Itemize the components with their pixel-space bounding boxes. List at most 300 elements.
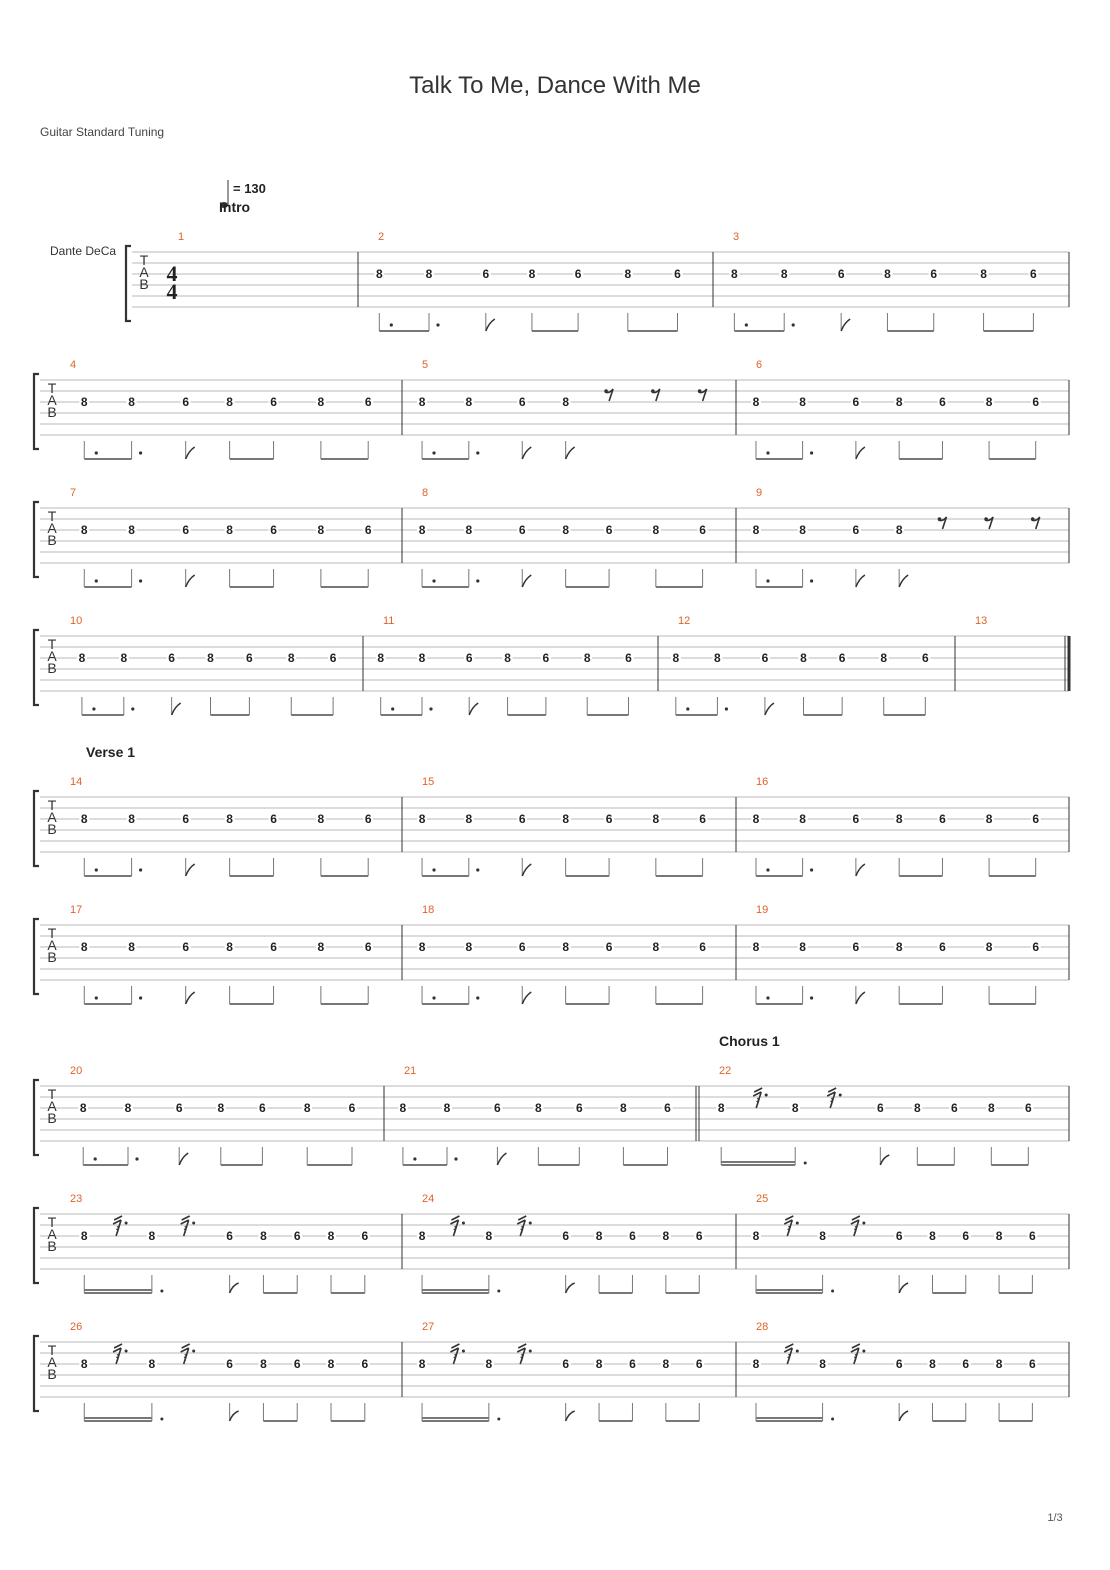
measure-number: 12	[678, 615, 691, 627]
measure-number: 10	[70, 615, 83, 627]
fret-number: 6	[664, 1101, 671, 1115]
tab-clef-letter: A	[139, 264, 149, 280]
tab-clef-letter: A	[47, 1354, 57, 1370]
note-flag	[522, 992, 531, 1004]
dot	[139, 451, 142, 454]
system-bracket	[34, 1080, 39, 1155]
fret-number: 6	[293, 1229, 301, 1243]
note-flag	[186, 575, 195, 587]
dot	[810, 996, 813, 999]
tab-clef-letter: B	[139, 276, 149, 292]
fret-number: 6	[962, 1229, 970, 1243]
fret-number: 6	[852, 395, 860, 409]
dot	[94, 1157, 97, 1160]
time-signature-bottom: 4	[166, 279, 178, 304]
fret-number: 8	[80, 1229, 88, 1243]
measure-number: 3	[733, 231, 740, 243]
dot	[160, 1418, 163, 1421]
fret-number: 6	[518, 395, 526, 409]
note-flag	[880, 1155, 889, 1165]
fret-number: 8	[317, 812, 325, 826]
fret-number: 8	[317, 940, 325, 954]
measure-number: 28	[756, 1321, 769, 1333]
fret-number: 8	[562, 812, 570, 826]
system-bracket	[34, 1336, 39, 1411]
fret-number: 8	[652, 812, 660, 826]
fret-number: 6	[699, 812, 706, 826]
fret-number: 8	[819, 1357, 826, 1371]
fret-number: 6	[575, 1101, 583, 1115]
dot	[686, 707, 689, 710]
fret-number: 6	[1029, 1357, 1036, 1371]
system-bracket	[34, 630, 39, 705]
dot	[436, 323, 439, 326]
rest-dot	[862, 1350, 865, 1353]
fret-number: 8	[465, 812, 473, 826]
fret-number: 6	[574, 267, 582, 281]
rest-dot	[125, 1350, 128, 1353]
fret-number: 6	[852, 940, 860, 954]
fret-number: 8	[752, 395, 760, 409]
fret-number: 6	[518, 523, 526, 537]
fret-number: 6	[168, 651, 175, 665]
note-flag	[566, 447, 575, 459]
dot	[766, 451, 769, 454]
fret-number: 8	[418, 812, 426, 826]
tab-clef-letter: B	[47, 1110, 57, 1126]
sixteenth-rest: 𝄿	[853, 1221, 859, 1237]
fret-number: 6	[465, 651, 473, 665]
note-flag	[497, 1153, 506, 1165]
fret-number: 8	[128, 395, 135, 409]
fret-number: 8	[80, 812, 88, 826]
fret-number: 8	[624, 267, 632, 281]
system-bracket	[34, 919, 39, 994]
measure-number: 17	[70, 904, 83, 916]
measure-number: 22	[719, 1065, 732, 1077]
sixteenth-rest: 𝄿	[115, 1349, 121, 1365]
fret-number: 6	[175, 1101, 183, 1115]
fret-number: 8	[791, 1101, 799, 1115]
fret-number: 6	[699, 523, 706, 537]
fret-number: 8	[717, 1101, 725, 1115]
fret-number: 8	[226, 395, 233, 409]
dot	[476, 868, 479, 871]
fret-number: 8	[995, 1229, 1003, 1243]
fret-number: 8	[880, 651, 888, 665]
tab-clef-letter: A	[47, 520, 57, 536]
fret-number: 6	[270, 812, 277, 826]
note-flag	[230, 1411, 239, 1421]
fret-number: 8	[662, 1357, 670, 1371]
rest-dot	[462, 1222, 465, 1225]
fret-number: 8	[226, 523, 233, 537]
rest-dot	[796, 1222, 799, 1225]
fret-number: 8	[731, 267, 738, 281]
fret-number: 8	[303, 1101, 311, 1115]
note-flag	[899, 1411, 908, 1421]
fret-number: 8	[799, 812, 806, 826]
tab-clef-letter: B	[47, 1366, 57, 1382]
measure-number: 15	[422, 776, 435, 788]
system-bracket	[34, 1208, 39, 1283]
fret-number: 8	[375, 267, 383, 281]
measure-number: 13	[975, 615, 988, 627]
system-bracket	[34, 502, 39, 577]
measure-number: 20	[70, 1065, 83, 1077]
fret-number: 8	[929, 1229, 936, 1243]
fret-number: 6	[361, 1229, 369, 1243]
fret-number: 8	[465, 940, 473, 954]
sixteenth-rest: 𝄿	[115, 1221, 121, 1237]
fret-number: 8	[562, 523, 570, 537]
fret-number: 8	[652, 940, 660, 954]
fret-number: 6	[246, 651, 253, 665]
dot	[135, 1157, 138, 1160]
note-flag	[486, 319, 495, 331]
fret-number: 8	[317, 523, 325, 537]
dot	[725, 707, 728, 710]
note-flag	[230, 1283, 239, 1293]
dot	[391, 707, 394, 710]
tuning-label: Guitar Standard Tuning	[40, 125, 165, 139]
tab-clef-letter: B	[47, 1238, 57, 1254]
fret-number: 8	[752, 523, 760, 537]
dot	[432, 996, 435, 999]
measure-number: 5	[422, 359, 429, 371]
rest-dot	[839, 1094, 842, 1097]
fret-number: 6	[364, 940, 372, 954]
tab-clef-letter: T	[47, 1342, 57, 1358]
fret-number: 6	[270, 523, 277, 537]
tab-clef-letter: T	[47, 508, 57, 524]
fret-number: 6	[1032, 812, 1040, 826]
dot	[95, 996, 98, 999]
measure-number: 8	[422, 487, 429, 499]
fret-number: 8	[79, 1101, 87, 1115]
dot	[429, 707, 432, 710]
dot	[766, 996, 769, 999]
fret-number: 6	[876, 1101, 884, 1115]
fret-number: 6	[562, 1229, 570, 1243]
dot	[476, 996, 479, 999]
tab-clef-letter: B	[47, 821, 57, 837]
note-flag	[856, 575, 865, 587]
fret-number: 8	[80, 1357, 88, 1371]
dot	[476, 451, 479, 454]
tab-clef-letter: A	[47, 1098, 57, 1114]
dot	[454, 1157, 457, 1160]
fret-number: 8	[327, 1229, 335, 1243]
fret-number: 8	[128, 812, 135, 826]
song-title: Talk To Me, Dance With Me	[409, 72, 701, 99]
note-flag	[522, 864, 531, 876]
measure-number: 16	[756, 776, 769, 788]
fret-number: 6	[1032, 940, 1040, 954]
fret-number: 8	[128, 523, 135, 537]
fret-number: 6	[364, 523, 372, 537]
fret-number: 8	[485, 1357, 493, 1371]
fret-number: 8	[418, 1229, 426, 1243]
fret-number: 6	[838, 651, 846, 665]
fret-number: 6	[329, 651, 337, 665]
note-flag	[186, 447, 195, 459]
measure-number: 2	[378, 231, 385, 243]
measure-number: 14	[70, 776, 83, 788]
fret-number: 8	[148, 1229, 156, 1243]
measure-number: 6	[756, 359, 763, 371]
dot	[413, 1157, 416, 1160]
note-flag	[172, 703, 181, 715]
note-flag	[856, 992, 865, 1004]
fret-number: 8	[120, 651, 128, 665]
fret-number: 8	[799, 395, 806, 409]
fret-number: 8	[418, 1357, 426, 1371]
dot	[95, 451, 98, 454]
fret-number: 8	[884, 267, 891, 281]
note-flag	[899, 575, 908, 587]
fret-number: 8	[895, 812, 903, 826]
fret-number: 6	[226, 1229, 233, 1243]
rest-dot	[462, 1350, 465, 1353]
fret-number: 6	[605, 812, 613, 826]
note-flag	[469, 703, 478, 715]
sixteenth-rest: 𝄿	[520, 1349, 525, 1365]
fret-number: 8	[425, 267, 433, 281]
fret-number: 6	[182, 395, 190, 409]
tab-clef-letter: T	[47, 1086, 57, 1102]
fret-number: 8	[752, 1357, 760, 1371]
note-flag	[179, 1153, 188, 1165]
fret-number: 6	[837, 267, 845, 281]
note-flag	[186, 992, 195, 1004]
fret-number: 8	[485, 1229, 493, 1243]
fret-number: 6	[348, 1101, 356, 1115]
dot	[160, 1290, 163, 1293]
fret-number: 6	[921, 651, 929, 665]
tab-clef-letter: A	[47, 937, 57, 953]
rest-dot	[192, 1222, 195, 1225]
fret-number: 8	[913, 1101, 921, 1115]
fret-number: 8	[504, 651, 511, 665]
fret-number: 6	[699, 940, 706, 954]
fret-number: 8	[929, 1357, 936, 1371]
fret-number: 8	[800, 651, 807, 665]
fret-number: 8	[662, 1229, 670, 1243]
fret-number: 6	[625, 651, 632, 665]
measure-number: 24	[422, 1193, 435, 1205]
fret-number: 6	[761, 651, 769, 665]
measure-number: 19	[756, 904, 769, 916]
dot	[810, 579, 813, 582]
rest-dot	[192, 1350, 195, 1353]
fret-number: 8	[652, 523, 660, 537]
fret-number: 8	[780, 267, 788, 281]
rest-dot	[529, 1222, 532, 1225]
dot	[810, 868, 813, 871]
measure-number: 11	[383, 615, 395, 627]
fret-number: 6	[629, 1357, 636, 1371]
section-label: Verse 1	[86, 744, 136, 760]
fret-number: 8	[287, 651, 295, 665]
tab-clef-letter: A	[47, 1226, 57, 1242]
fret-number: 8	[799, 523, 806, 537]
fret-number: 8	[207, 651, 214, 665]
sixteenth-rest: 𝄿	[183, 1221, 188, 1237]
dot	[766, 868, 769, 871]
dot	[139, 579, 142, 582]
eighth-rest-head	[651, 389, 655, 393]
sixteenth-rest: 𝄿	[453, 1221, 458, 1237]
fret-number: 8	[752, 1229, 760, 1243]
dot	[390, 323, 393, 326]
fret-number: 8	[985, 395, 993, 409]
dot	[432, 868, 435, 871]
note-flag	[841, 319, 850, 331]
track-name: Dante DeCa	[50, 244, 117, 258]
note-flag	[765, 703, 774, 715]
fret-number: 8	[583, 651, 591, 665]
fret-number: 8	[377, 651, 385, 665]
fret-number: 8	[895, 523, 903, 537]
page-number: 1/3	[1047, 1512, 1063, 1524]
fret-number: 6	[542, 651, 550, 665]
system-bracket	[34, 791, 39, 866]
sixteenth-rest: 𝄿	[853, 1349, 859, 1365]
measure-number: 25	[756, 1193, 769, 1205]
fret-number: 8	[260, 1357, 267, 1371]
fret-number: 6	[930, 267, 938, 281]
fret-number: 8	[562, 940, 570, 954]
note-flag	[856, 864, 865, 876]
sixteenth-rest: 𝄿	[830, 1093, 835, 1109]
dot	[497, 1418, 500, 1421]
note-flag	[566, 1411, 575, 1421]
fret-number: 6	[1030, 267, 1037, 281]
rest-dot	[765, 1094, 768, 1097]
sixteenth-rest: 𝄿	[183, 1349, 188, 1365]
fret-number: 6	[852, 812, 860, 826]
measure-number: 21	[404, 1065, 417, 1077]
fret-number: 6	[364, 812, 372, 826]
sixteenth-rest: 𝄿	[787, 1221, 792, 1237]
section-label: Chorus 1	[719, 1033, 780, 1049]
sixteenth-rest: 𝄿	[787, 1349, 792, 1365]
dot	[497, 1290, 500, 1293]
dot	[810, 451, 813, 454]
fret-number: 8	[418, 940, 426, 954]
tab-clef-letter: B	[47, 532, 57, 548]
tab-clef-letter: B	[47, 660, 57, 676]
fret-number: 8	[465, 395, 473, 409]
dot	[766, 579, 769, 582]
fret-number: 8	[980, 267, 987, 281]
sixteenth-rest: 𝄿	[756, 1093, 761, 1109]
tab-clef-letter: B	[47, 404, 57, 420]
note-flag	[522, 447, 531, 459]
fret-number: 8	[80, 523, 88, 537]
fret-number: 6	[361, 1357, 369, 1371]
tab-clef-letter: B	[47, 949, 57, 965]
fret-number: 8	[148, 1357, 156, 1371]
fret-number: 8	[985, 812, 993, 826]
measure-number: 1	[178, 231, 185, 243]
tab-clef-letter: A	[47, 809, 57, 825]
fret-number: 8	[528, 267, 536, 281]
fret-number: 8	[714, 651, 721, 665]
fret-number: 8	[226, 940, 233, 954]
fret-number: 6	[939, 395, 946, 409]
fret-number: 6	[518, 812, 526, 826]
eighth-rest-head	[698, 389, 702, 393]
fret-number: 8	[128, 940, 135, 954]
fret-number: 6	[1032, 395, 1040, 409]
sixteenth-rest: 𝄿	[520, 1221, 525, 1237]
measure-number: 26	[70, 1321, 83, 1333]
system-bracket	[126, 246, 131, 321]
fret-number: 6	[962, 1357, 970, 1371]
fret-number: 8	[595, 1357, 603, 1371]
measure-number: 23	[70, 1193, 83, 1205]
dot	[804, 1162, 807, 1165]
eighth-rest-head	[1031, 517, 1035, 521]
dot	[139, 868, 142, 871]
fret-number: 8	[985, 940, 993, 954]
fret-number: 8	[535, 1101, 542, 1115]
tab-clef-letter: T	[47, 380, 57, 396]
fret-number: 8	[327, 1357, 335, 1371]
fret-number: 6	[270, 395, 277, 409]
measure-number: 27	[422, 1321, 435, 1333]
fret-number: 8	[418, 651, 426, 665]
tab-clef-letter: T	[47, 1214, 57, 1230]
fret-number: 8	[995, 1357, 1003, 1371]
fret-number: 6	[226, 1357, 233, 1371]
dot	[432, 579, 435, 582]
dot	[476, 579, 479, 582]
tab-clef-letter: T	[139, 252, 149, 268]
fret-number: 6	[364, 395, 372, 409]
tab-clef-letter: T	[47, 925, 57, 941]
tab-clef-letter: T	[47, 636, 57, 652]
fret-number: 8	[819, 1229, 826, 1243]
fret-number: 8	[260, 1229, 267, 1243]
measure-number: 4	[70, 359, 77, 371]
section-label: Intro	[219, 199, 251, 215]
fret-number: 8	[895, 940, 903, 954]
fret-number: 6	[562, 1357, 570, 1371]
fret-number: 8	[752, 940, 760, 954]
fret-number: 8	[895, 395, 903, 409]
measure-number: 9	[756, 487, 763, 499]
fret-number: 6	[518, 940, 526, 954]
eighth-rest-head	[984, 517, 988, 521]
fret-number: 8	[595, 1229, 603, 1243]
fret-number: 6	[293, 1357, 301, 1371]
sixteenth-rest: 𝄿	[453, 1349, 458, 1365]
fret-number: 6	[182, 940, 190, 954]
dot	[831, 1290, 834, 1293]
fret-number: 8	[752, 812, 760, 826]
dot	[95, 579, 98, 582]
dot	[432, 451, 435, 454]
tab-clef-letter: A	[47, 392, 57, 408]
fret-number: 6	[182, 812, 190, 826]
note-flag	[899, 1283, 908, 1293]
fret-number: 6	[1024, 1101, 1032, 1115]
fret-number: 8	[562, 395, 570, 409]
dot	[92, 707, 95, 710]
